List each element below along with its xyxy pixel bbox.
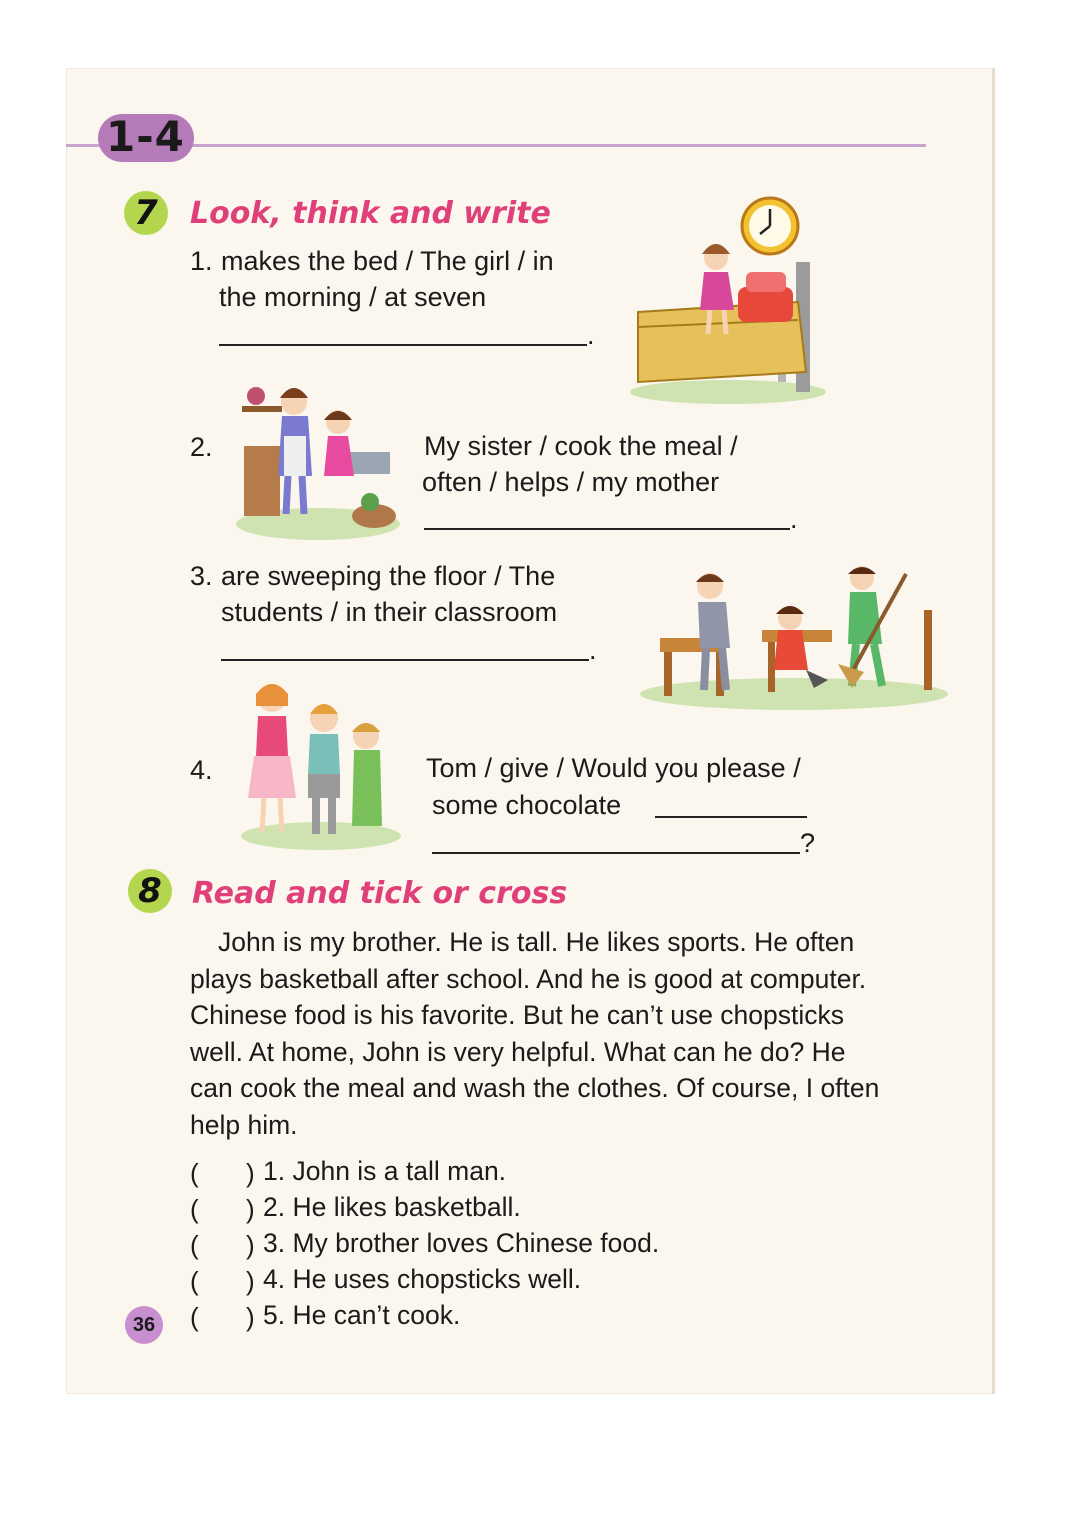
- item-4-number: 4.: [190, 755, 213, 785]
- item-1-number: 1.: [190, 246, 213, 276]
- students-sweeping-classroom-illustration: [638, 560, 950, 710]
- passage-line: help him.: [190, 1109, 298, 1140]
- item-4-answer-blank-1[interactable]: [655, 816, 807, 818]
- item-3-line2: students / in their classroom: [221, 597, 558, 627]
- item-2-answer-blank[interactable]: [424, 528, 790, 530]
- item-3-end-punct: .: [589, 635, 597, 665]
- item-1-line1: makes the bed / The girl / in: [221, 246, 554, 276]
- answer-box-open-1[interactable]: (: [190, 1158, 199, 1188]
- answer-box-open-2[interactable]: (: [190, 1194, 199, 1224]
- item-4-line1: Tom / give / Would you please /: [426, 753, 801, 783]
- statement-1: 1. John is a tall man.: [263, 1156, 507, 1186]
- answer-box-close-3: ): [246, 1230, 255, 1260]
- passage-line: can cook the meal and wash the clothes. Of course, I often: [190, 1073, 880, 1103]
- item-1-line2: the morning / at seven: [219, 282, 487, 312]
- item-2-line2: often / helps / my mother: [422, 467, 720, 497]
- statement-2: 2. He likes basketball.: [263, 1192, 521, 1222]
- item-1-answer-blank[interactable]: [219, 344, 587, 346]
- unit-badge-text: 1-4: [106, 112, 185, 161]
- item-3-number: 3.: [190, 561, 213, 591]
- reading-passage: [190, 924, 970, 1143]
- item-4-line2: some chocolate: [432, 790, 622, 820]
- item-2-number: 2.: [190, 432, 213, 462]
- page-edge: [992, 68, 995, 1394]
- item-2-line1: My sister / cook the meal /: [424, 431, 738, 461]
- answer-box-open-3[interactable]: (: [190, 1230, 199, 1260]
- mother-and-two-boys-illustration: [238, 676, 404, 852]
- statement-5: 5. He can’t cook.: [263, 1300, 461, 1330]
- section-7-number: 7: [124, 191, 168, 235]
- unit-header-rule: [66, 144, 926, 147]
- passage-line: plays basketball after school. And he is good at computer.: [190, 963, 867, 994]
- item-2-end-punct: .: [790, 504, 798, 534]
- answer-box-open-4[interactable]: (: [190, 1266, 199, 1296]
- statement-3: 3. My brother loves Chinese food.: [263, 1228, 660, 1258]
- answer-box-close-2: ): [246, 1194, 255, 1224]
- answer-box-close-4: ): [246, 1266, 255, 1296]
- item-3-answer-blank[interactable]: [221, 659, 589, 661]
- passage-line: John is my brother. He is tall. He likes sports. He often: [218, 927, 855, 957]
- unit-badge: [98, 114, 194, 162]
- section-8-number: 8: [128, 869, 172, 913]
- passage-line: Chinese food is his favorite. But he can’t use chopsticks: [190, 1000, 845, 1030]
- section-8-title: Read and tick or cross: [192, 876, 568, 911]
- answer-box-close-1: ): [246, 1158, 255, 1188]
- page-number: 36: [125, 1306, 163, 1344]
- answer-box-close-5: ): [246, 1302, 255, 1332]
- item-1-end-punct: .: [587, 320, 595, 350]
- mother-and-girl-cooking-illustration: [234, 366, 402, 540]
- item-3-line1: are sweeping the floor / The: [221, 561, 556, 591]
- statement-4: 4. He uses chopsticks well.: [263, 1264, 582, 1294]
- section-7-title: Look, think and write: [190, 196, 551, 231]
- passage-line: well. At home, John is very helpful. What can he do? He: [190, 1036, 846, 1067]
- girl-making-bed-illustration: [628, 232, 828, 404]
- item-4-end-punct: ?: [800, 828, 816, 858]
- item-4-answer-blank-2[interactable]: [432, 852, 800, 854]
- answer-box-open-5[interactable]: (: [190, 1302, 199, 1332]
